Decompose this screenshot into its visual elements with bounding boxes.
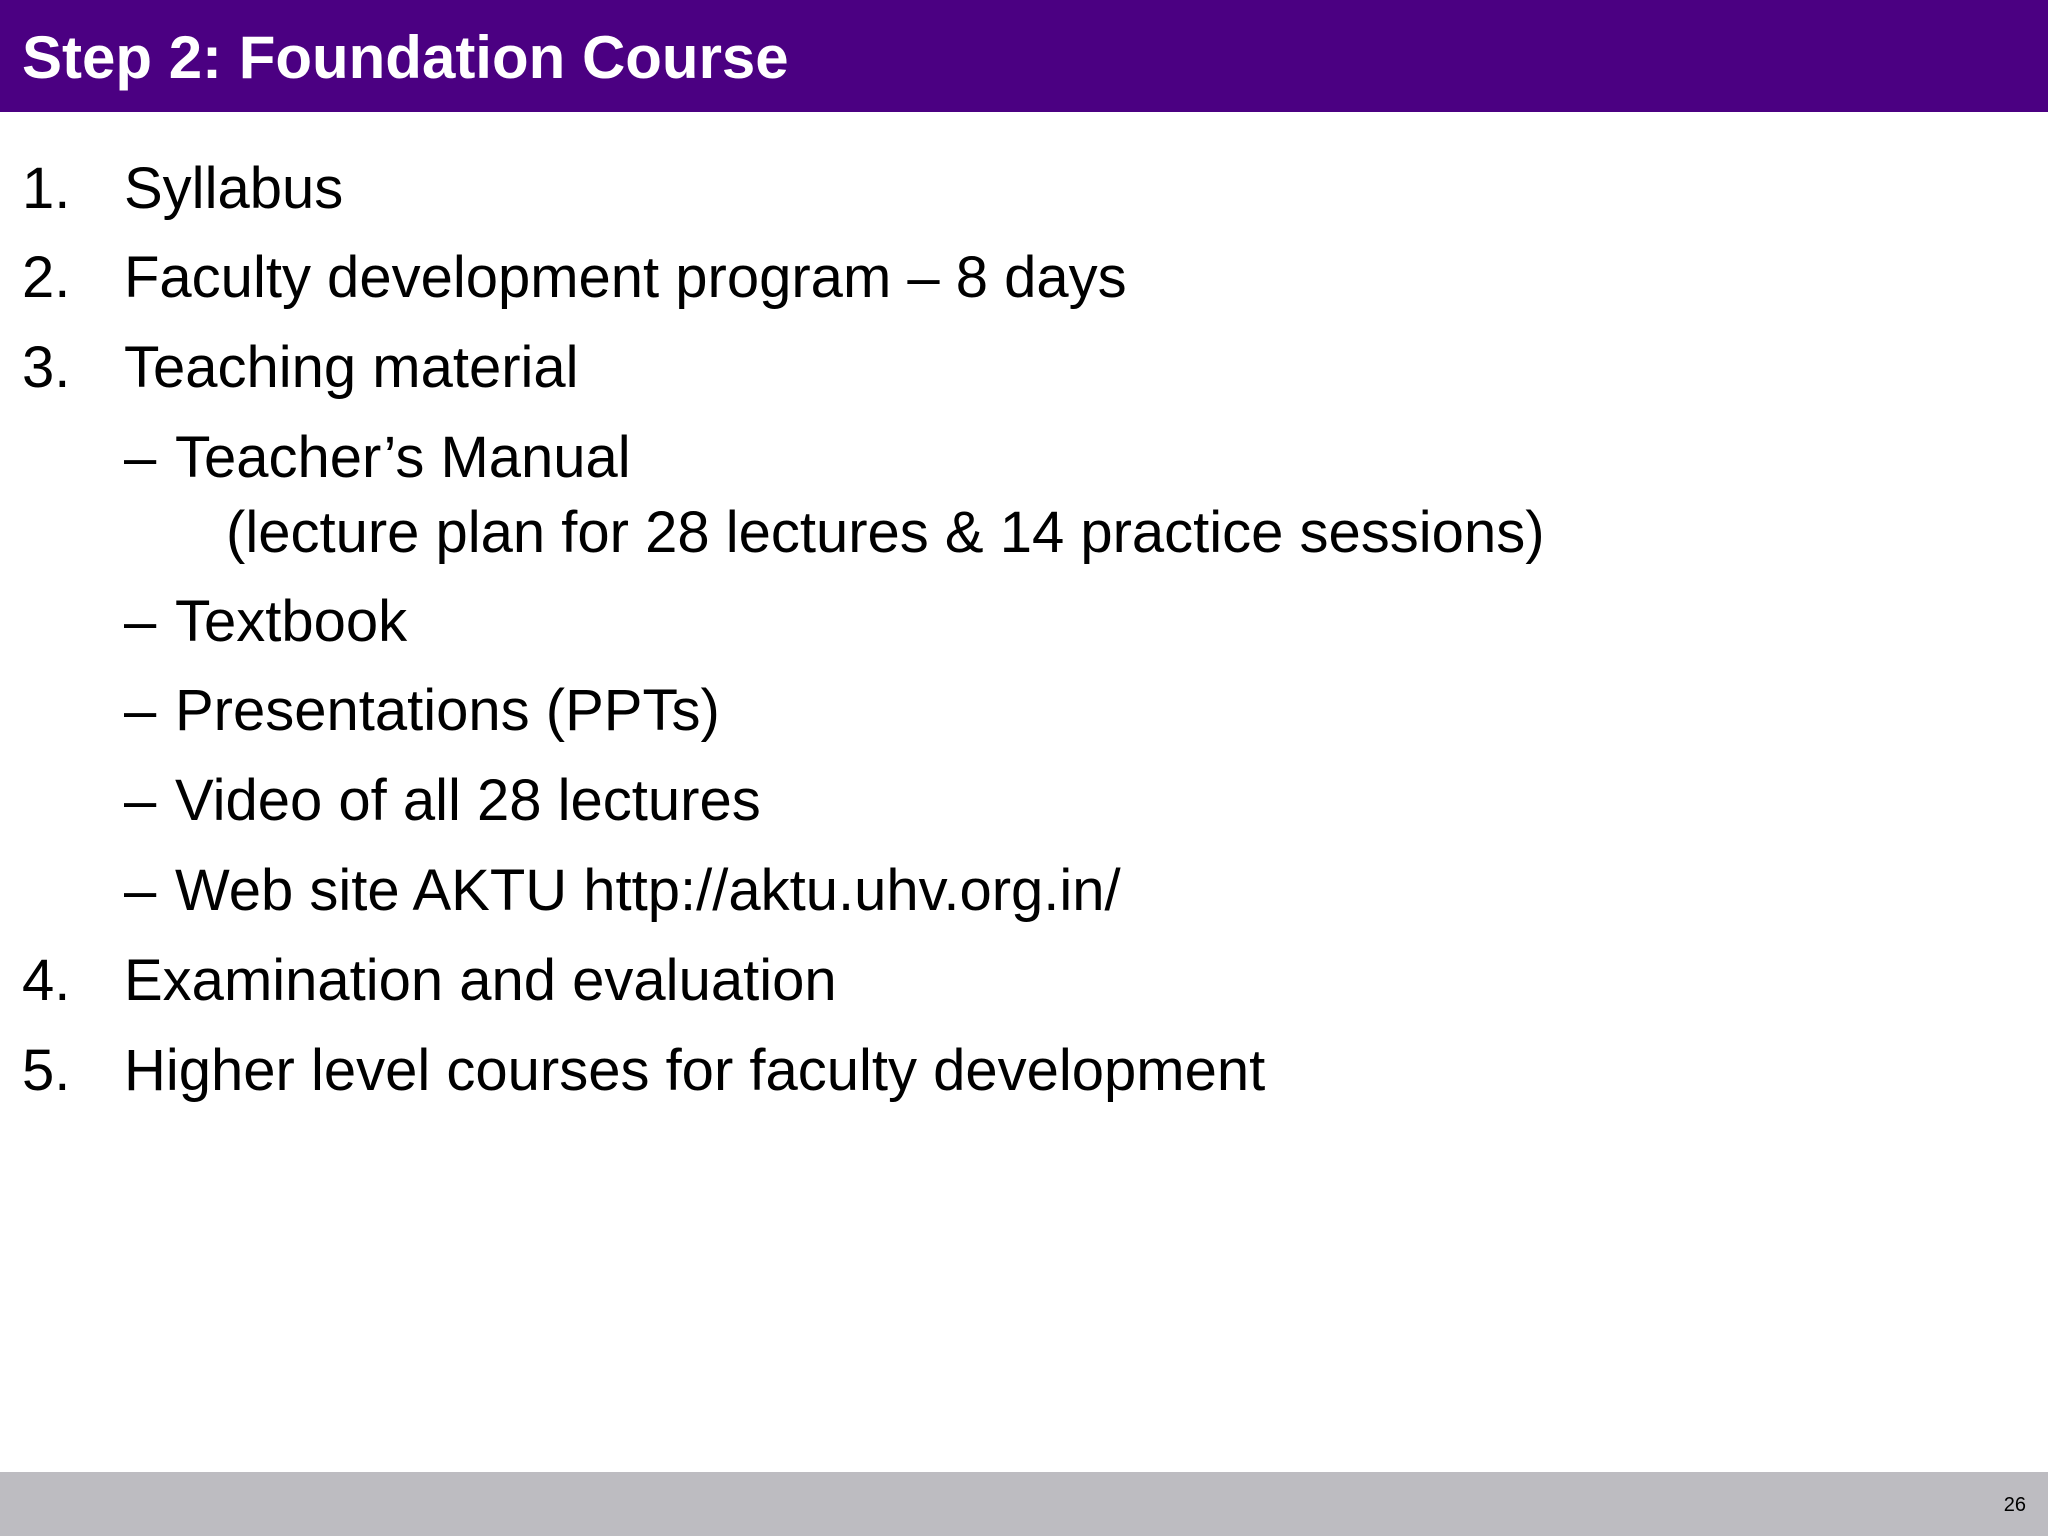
list-item-number: 1. bbox=[22, 156, 71, 221]
list-item-number: 4. bbox=[22, 948, 71, 1013]
list-item-text: Examination and evaluation bbox=[124, 948, 837, 1013]
sub-item-dash: – bbox=[124, 678, 157, 743]
sub-item-text: Web site AKTU http://aktu.uhv.org.in/ bbox=[175, 858, 1121, 923]
sub-item-text: Teacher’s Manual bbox=[175, 425, 631, 490]
list-item-number: 3. bbox=[22, 335, 71, 400]
sub-item-text: Textbook bbox=[175, 589, 408, 654]
sub-item-continuation-text: (lecture plan for 28 lectures & 14 practice sessions) bbox=[226, 500, 1545, 565]
sub-item-dash: – bbox=[124, 768, 157, 833]
sub-item-dash: – bbox=[124, 589, 157, 654]
slide-title: Step 2: Foundation Course bbox=[22, 24, 789, 91]
list-item-text: Syllabus bbox=[124, 156, 344, 221]
list-item-text: Higher level courses for faculty development bbox=[124, 1038, 1266, 1103]
list-item-text: Teaching material bbox=[124, 335, 579, 400]
list-item-number: 2. bbox=[22, 245, 71, 310]
list-item-text: Faculty development program – 8 days bbox=[124, 245, 1127, 310]
sub-item-dash: – bbox=[124, 425, 157, 490]
list-item-number: 5. bbox=[22, 1038, 71, 1103]
footer-bar bbox=[0, 1472, 2048, 1536]
sub-item-text: Presentations (PPTs) bbox=[175, 678, 720, 743]
sub-item-text: Video of all 28 lectures bbox=[175, 768, 761, 833]
page-number: 26 bbox=[2003, 1494, 2026, 1516]
sub-item-dash: – bbox=[124, 858, 157, 923]
